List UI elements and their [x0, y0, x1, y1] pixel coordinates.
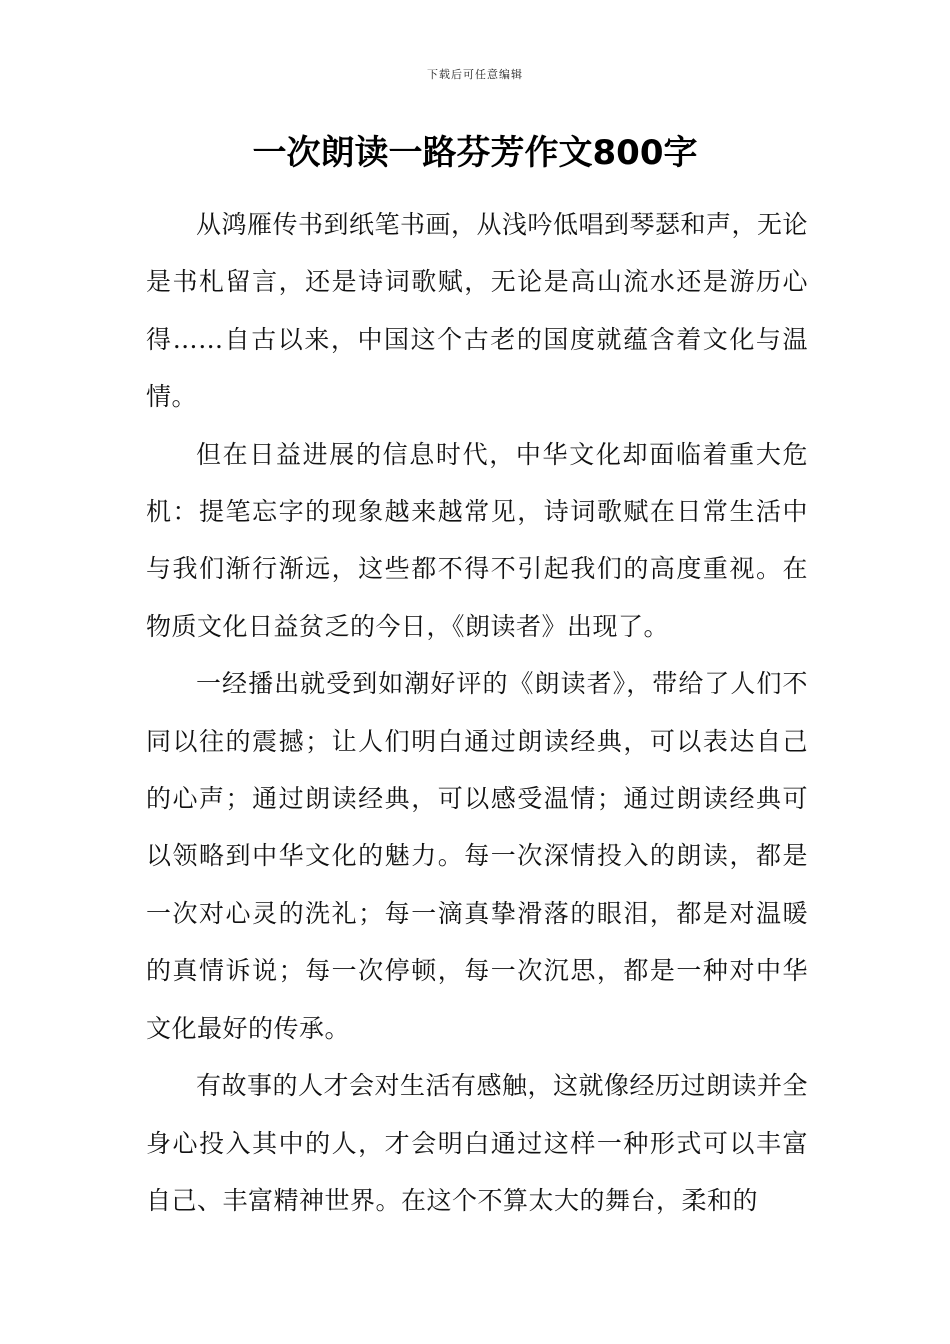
paragraph-4: 有故事的人才会对生活有感触，这就像经历过朗读并全身心投入其中的人，才会明白通过这样一种形式可以丰富自己、丰富精神世界。在这个不算太大的舞台，柔和的 — [146, 1071, 809, 1215]
paragraph-1: 从鸿雁传书到纸笔书画，从浅吟低唱到琴瑟和声，无论是书札留言，还是诗词歌赋，无论是高山流水还是游历心得……自古以来，中国这个古老的国度就蕴含着文化与温情。 — [146, 210, 809, 412]
paragraph-2: 但在日益进展的信息时代，中华文化却面临着重大危机：提笔忘字的现象越来越常见，诗词歌赋在日常生活中与我们渐行渐远，这些都不得不引起我们的高度重视。在物质文化日益贫乏的今日，《朗读者》出现了。 — [146, 439, 808, 641]
header-note: 下载后可任意编辑 — [427, 68, 523, 81]
paragraph-3: 一经播出就受到如潮好评的《朗读者》，带给了人们不同以往的震撼；让人们明白通过朗读经典，可以表达自己的心声；通过朗读经典，可以感受温情；通过朗读经典可以领略到中华文化的魅力。每一次深情投入的朗读，都是一次对心灵的洗礼；每一滴真挚滑落的眼泪，都是对温暖的真情诉说；每一次停顿，每一次沉思，都是一种对中华文化最好的传承。 — [146, 669, 808, 1043]
document-body — [146, 196, 808, 1229]
document-title: 一次朗读一路芬芳作文800字 — [252, 133, 698, 173]
